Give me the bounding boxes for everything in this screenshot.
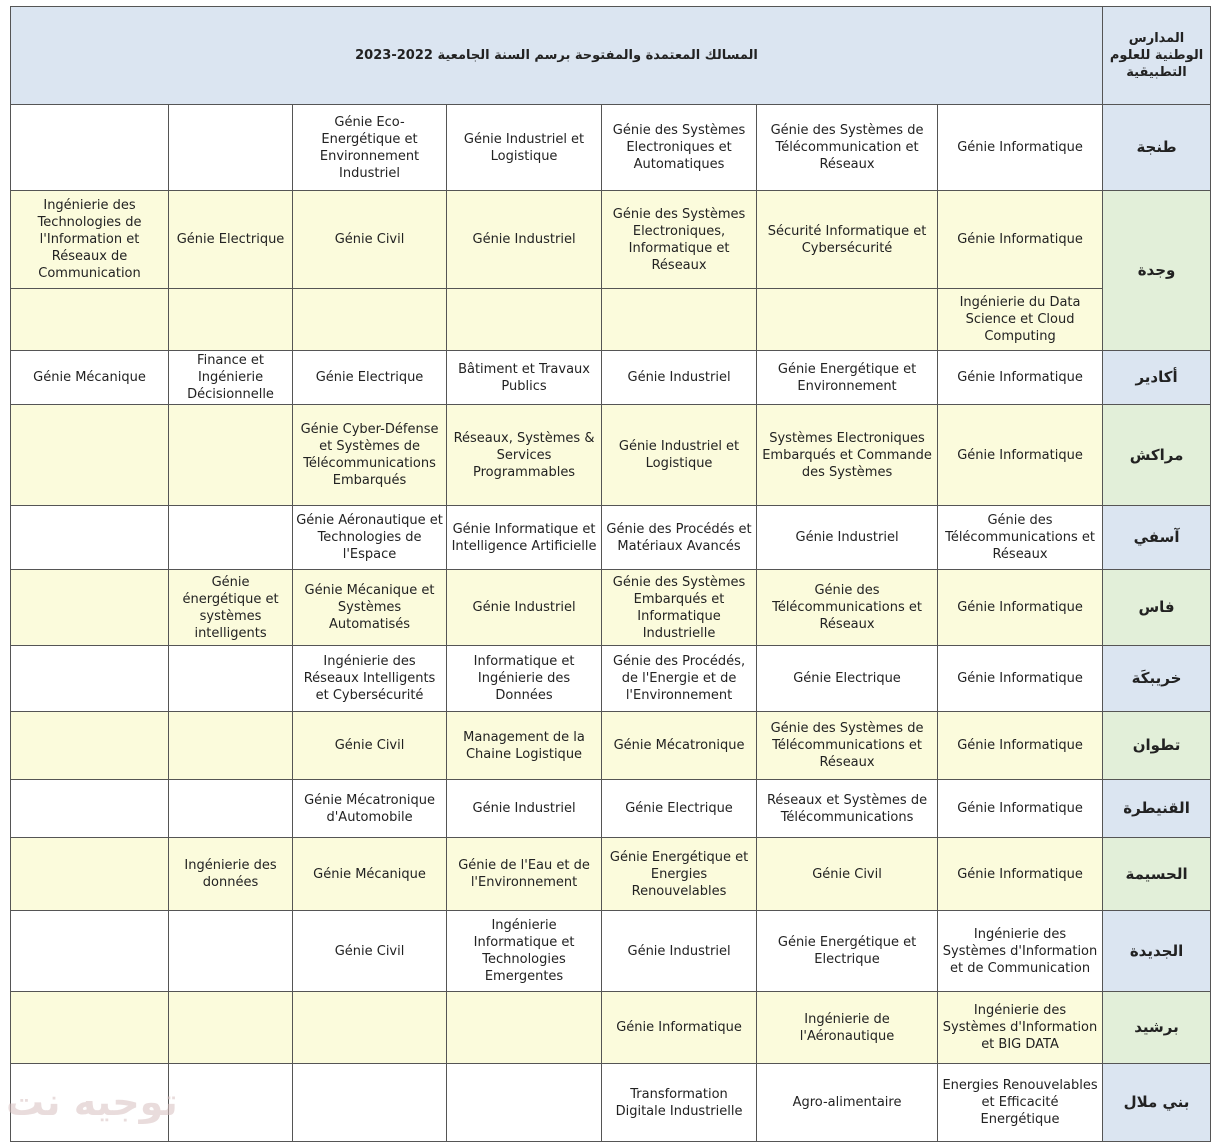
program-cell: Génie Informatique [938,570,1103,646]
program-cell [11,646,169,712]
program-cell: Ingénierie des Technologies de l'Information et Réseaux de Communication [11,191,169,289]
program-cell [757,289,938,351]
table-row [11,351,1211,405]
city-cell: الجديدة [1103,911,1211,992]
program-cell: Génie Informatique [938,351,1103,405]
city-cell: بني ملال [1103,1064,1211,1142]
program-cell [169,289,293,351]
program-cell: Génie énergétique et systèmes intelligents [169,570,293,646]
program-cell: Génie Industriel [447,570,602,646]
program-cell [11,105,169,191]
table-body [11,105,1211,1142]
program-cell: Informatique et Ingénierie des Données [447,646,602,712]
program-cell: Sécurité Informatique et Cybersécurité [757,191,938,289]
table-row [11,289,1211,351]
program-cell [11,289,169,351]
table-row [11,780,1211,838]
table-row [11,992,1211,1064]
program-cell: Réseaux, Systèmes & Services Programmables [447,405,602,506]
program-cell: Génie Industriel [602,911,757,992]
program-cell [169,506,293,570]
program-cell: Génie Energétique et Electrique [757,911,938,992]
city-cell: آسفي [1103,506,1211,570]
program-cell: Génie des Systèmes de Télécommunications et Réseaux [757,712,938,780]
program-cell: Génie Electrique [293,351,447,405]
city-cell: وجدة [1103,191,1211,351]
program-cell [293,289,447,351]
program-cell: Génie Eco-Energétique et Environnement Industriel [293,105,447,191]
table-row [11,191,1211,289]
program-cell: Systèmes Electroniques Embarqués et Commande des Systèmes [757,405,938,506]
program-cell: Ingénierie des Systèmes d'Information et BIG DATA [938,992,1103,1064]
program-cell: Génie Informatique [602,992,757,1064]
program-cell [11,780,169,838]
program-cell: Génie des Procédés et Matériaux Avancés [602,506,757,570]
program-cell [11,712,169,780]
program-cell [169,992,293,1064]
program-cell: Génie Energétique et Energies Renouvelables [602,838,757,911]
program-cell: Génie Electrique [169,191,293,289]
table-row [11,405,1211,506]
program-cell [169,405,293,506]
program-cell: Génie Civil [293,712,447,780]
program-cell: Bâtiment et Travaux Publics [447,351,602,405]
table-row [11,911,1211,992]
program-cell: Génie Industriel [447,191,602,289]
program-cell: Génie Informatique [938,105,1103,191]
program-cell [11,992,169,1064]
program-cell [447,1064,602,1142]
program-cell [169,911,293,992]
program-cell [293,1064,447,1142]
table-row [11,838,1211,911]
program-cell: Ingénierie de l'Aéronautique [757,992,938,1064]
program-cell: Génie de l'Eau et de l'Environnement [447,838,602,911]
program-cell: Génie Civil [293,911,447,992]
program-cell: Génie Energétique et Environnement [757,351,938,405]
program-cell [11,405,169,506]
program-cell: Génie des Télécommunications et Réseaux [938,506,1103,570]
table-row [11,712,1211,780]
program-cell: Génie Industriel [757,506,938,570]
city-cell: أكادير [1103,351,1211,405]
program-cell: Energies Renouvelables et Efficacité Energétique [938,1064,1103,1142]
program-cell [602,289,757,351]
program-cell [169,105,293,191]
program-cell: Ingénierie Informatique et Technologies Emergentes [447,911,602,992]
city-cell: برشيد [1103,992,1211,1064]
program-cell: Ingénierie des Réseaux Intelligents et Cybersécurité [293,646,447,712]
city-cell: الحسيمة [1103,838,1211,911]
program-cell: Génie des Télécommunications et Réseaux [757,570,938,646]
city-cell: فاس [1103,570,1211,646]
program-cell [11,838,169,911]
program-cell: Génie Informatique [938,191,1103,289]
table-row [11,570,1211,646]
program-cell: Génie Industriel et Logistique [602,405,757,506]
program-cell [169,712,293,780]
program-cell: Management de la Chaine Logistique [447,712,602,780]
program-cell: Génie Electrique [602,780,757,838]
program-cell: Génie Informatique [938,405,1103,506]
program-cell: Génie Industriel [602,351,757,405]
city-cell: تطوان [1103,712,1211,780]
program-cell: Génie Mécatronique d'Automobile [293,780,447,838]
table-row [11,506,1211,570]
city-cell: خريبكَة [1103,646,1211,712]
program-cell: Génie Informatique [938,780,1103,838]
program-cell [447,992,602,1064]
program-cell [169,646,293,712]
program-cell [11,570,169,646]
program-cell: Génie Informatique [938,712,1103,780]
program-cell: Génie Mécanique [11,351,169,405]
table-row [11,1064,1211,1142]
program-cell: Génie des Systèmes Electroniques, Informatique et Réseaux [602,191,757,289]
program-cell: Génie Informatique et Intelligence Artificielle [447,506,602,570]
program-cell: Génie des Systèmes Embarqués et Informatique Industrielle [602,570,757,646]
table-row [11,105,1211,191]
program-cell [11,506,169,570]
program-cell: Génie des Systèmes Electroniques et Automatiques [602,105,757,191]
program-cell: Génie Civil [293,191,447,289]
program-cell: Génie Electrique [757,646,938,712]
program-cell: Génie des Procédés, de l'Energie et de l'Environnement [602,646,757,712]
program-cell: Ingénierie des Systèmes d'Information et de Communication [938,911,1103,992]
table-row [11,646,1211,712]
program-cell: Génie Cyber-Défense et Systèmes de Télécommunications Embarqués [293,405,447,506]
watermark-logo: توجيه نت [6,1080,178,1124]
program-cell: Génie Mécatronique [602,712,757,780]
program-cell: Réseaux et Systèmes de Télécommunications [757,780,938,838]
program-cell: Génie Informatique [938,838,1103,911]
program-cell: Génie Industriel et Logistique [447,105,602,191]
program-cell: Génie Aéronautique et Technologies de l'Espace [293,506,447,570]
program-cell: Génie Civil [757,838,938,911]
table-title: المسالك المعتمدة والمفتوحة برسم السنة الجامعية 2022-2023 [11,7,1103,105]
program-cell: Ingénierie des données [169,838,293,911]
program-cell: Génie Mécanique [293,838,447,911]
program-cell: Finance et Ingénierie Décisionnelle [169,351,293,405]
program-cell [169,1064,293,1142]
program-cell [447,289,602,351]
program-cell [11,911,169,992]
city-cell: مراكش [1103,405,1211,506]
program-cell: Transformation Digitale Industrielle [602,1064,757,1142]
program-cell: Génie Industriel [447,780,602,838]
program-cell [169,780,293,838]
programs-table [10,6,1211,1142]
city-cell: القنيطرة [1103,780,1211,838]
program-cell: Génie des Systèmes de Télécommunication et Réseaux [757,105,938,191]
city-cell: طنجة [1103,105,1211,191]
program-cell: Génie Informatique [938,646,1103,712]
program-cell [11,1064,169,1142]
program-cell: Agro-alimentaire [757,1064,938,1142]
program-cell [293,992,447,1064]
program-cell: Génie Mécanique et Systèmes Automatisés [293,570,447,646]
schools-column-header: المدارس الوطنية للعلوم التطبيقية [1103,7,1211,105]
program-cell: Ingénierie du Data Science et Cloud Computing [938,289,1103,351]
